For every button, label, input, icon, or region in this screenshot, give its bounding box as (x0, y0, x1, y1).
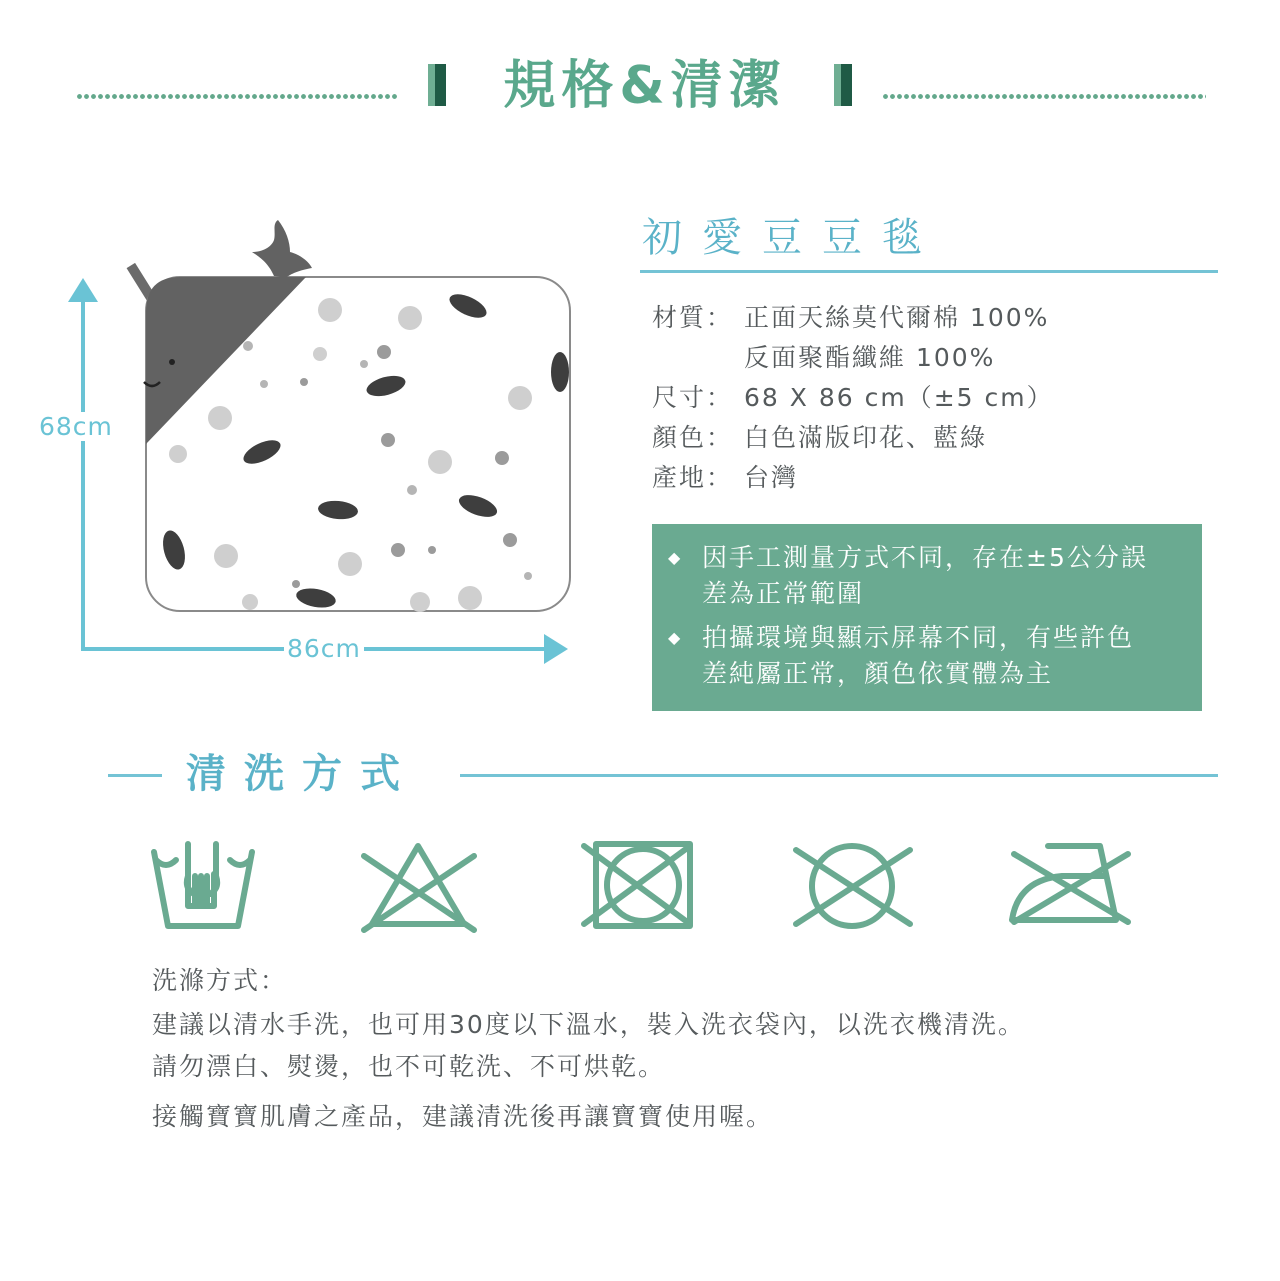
diamond-bullet-icon: ◆ (668, 548, 683, 567)
notice-line: 差為正常範圍 (702, 579, 865, 608)
spec-row-size (652, 378, 1212, 418)
diamond-bullet-icon: ◆ (668, 628, 683, 647)
blanket-illustration (0, 200, 620, 700)
spec-value: 白色滿版印花、藍綠 (744, 423, 988, 452)
spec-row-origin (652, 458, 1212, 498)
page-title: 規格&清潔 (503, 56, 787, 116)
spec-row-material (652, 298, 1212, 338)
washing-line: 請勿漂白、熨燙，也不可乾洗、不可烘乾。 (152, 1052, 666, 1081)
no-iron-icon (1006, 836, 1146, 936)
spec-value: 台灣 (744, 463, 799, 492)
washing-line: 接觸寶寶肌膚之產品，建議清洗後再讓寶寶使用喔。 (152, 1102, 774, 1131)
washing-instructions (152, 960, 1232, 1138)
dotted-divider-right (882, 93, 1206, 100)
spec-label: 產地： (652, 463, 734, 492)
hand-wash-icon (144, 836, 284, 936)
washing-line: 建議以清水手洗，也可用30度以下溫水，裝入洗衣袋內，以洗衣機清洗。 (152, 1010, 1025, 1039)
section-header (0, 52, 1280, 122)
header-bracket-left (428, 64, 446, 106)
header-bracket-right (834, 64, 852, 106)
product-title-rule (640, 270, 1218, 273)
wash-section-title: 清洗方式 (186, 751, 418, 797)
dotted-divider-left (76, 93, 398, 100)
washing-heading: 洗滌方式： (152, 966, 288, 995)
height-label: 68cm (36, 412, 116, 441)
spec-value: 正面天絲莫代爾棉 100% (744, 303, 1050, 332)
spec-label: 尺寸： (652, 383, 734, 412)
no-dry-clean-icon (788, 836, 928, 936)
no-tumble-dry-icon (574, 836, 714, 936)
spec-list (652, 298, 1212, 498)
notice-item (668, 620, 1188, 692)
notice-line: 因手工測量方式不同，存在±5公分誤 (702, 543, 1148, 572)
spec-value: 反面聚酯纖維 100% (744, 343, 996, 372)
whale-tail-icon (252, 220, 312, 278)
blanket-diagram (0, 200, 620, 700)
spec-label (652, 338, 744, 378)
spec-label: 材質： (652, 303, 734, 332)
spec-row-color (652, 418, 1212, 458)
width-label: 86cm (284, 634, 364, 663)
spec-label: 顏色： (652, 423, 734, 452)
spec-row-material-back (652, 338, 1212, 378)
product-name: 初愛豆豆毯 (642, 215, 942, 261)
wash-rule-left (108, 774, 162, 777)
notice-item (668, 540, 1188, 612)
spec-value: 68 X 86 cm（±5 cm） (744, 383, 1054, 412)
notice-box (652, 524, 1202, 711)
wash-rule-right (460, 774, 1218, 777)
notice-line: 差純屬正常，顏色依實體為主 (702, 659, 1054, 688)
no-bleach-icon (356, 836, 496, 936)
notice-line: 拍攝環境與顯示屏幕不同，有些許色 (702, 623, 1135, 652)
